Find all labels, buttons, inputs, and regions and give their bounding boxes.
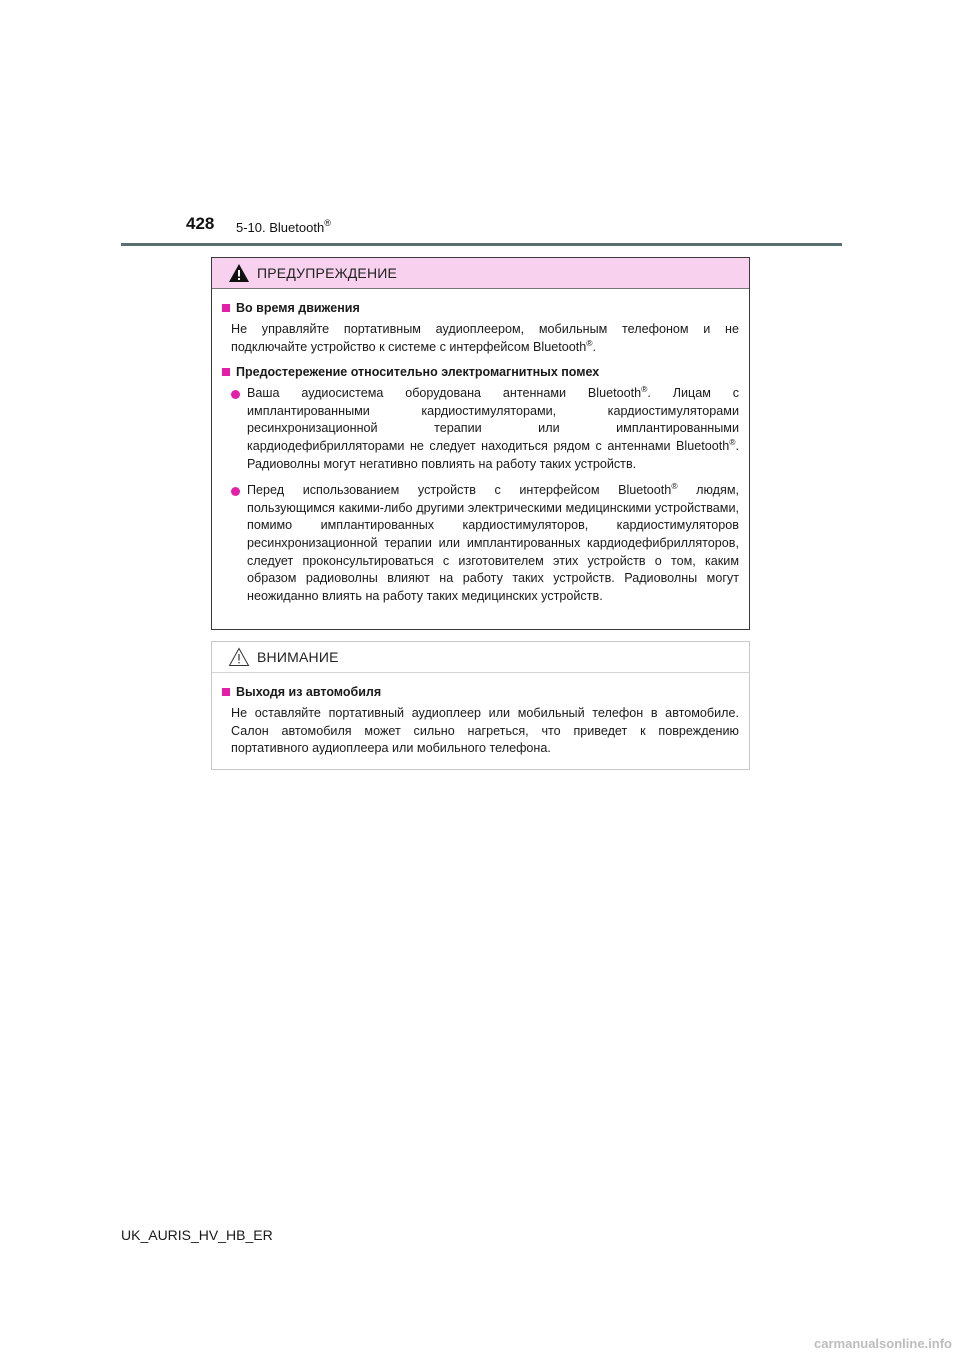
paragraph-text: Ваша аудиосистема оборудована антеннами Bluetooth <box>247 386 642 401</box>
paragraph-text: людям, пользующимся какими-либо другими электрическими медицинскими устройствами, помимо имплантированных кардиостимуляторов, кардиостимуляторов ресинхронизационной терапии или имплантированных кардиодефибрилляторов, следует проконсультироваться с изготовителем этих устройств о том, каким образом радиоволны влияют на работу таких устройств. Радиоволны могут неожиданно влиять на работу таких медицинских устройств. <box>247 483 739 603</box>
square-bullet-icon <box>222 304 230 312</box>
round-bullet-icon <box>231 390 240 399</box>
caution-header <box>212 642 749 673</box>
paragraph-text: . Лицам с имплантированными кардиостимуляторами, кардиостимуляторами ресинхронизационной терапии или имплантированными кардиодефибрилляторами не следует находиться рядом с антеннами Bluetooth <box>247 386 739 453</box>
warning-body <box>212 289 749 605</box>
paragraph-text: Перед использованием устройств с интерфейсом Bluetooth <box>247 483 672 498</box>
registered-mark: ® <box>324 218 331 228</box>
warning-box <box>211 257 750 630</box>
caution-paragraph: Не оставляйте портативный аудиоплеер или мобильный телефон в автомобиле. Салон автомобиля может сильно нагреться, что приведет к повреждению портативного аудиоплеера или мобильного телефона. <box>231 706 739 756</box>
warning-subheading-driving <box>222 301 739 315</box>
square-bullet-icon <box>222 688 230 696</box>
paragraph-text: . <box>592 339 597 354</box>
square-bullet-icon <box>222 368 230 376</box>
footer-code: UK_AURIS_HV_HB_ER <box>121 1227 273 1243</box>
caution-subheading <box>222 685 739 699</box>
subheading-text: Предостережение относительно электромагнитных помех <box>236 365 600 380</box>
warning-paragraph-driving <box>231 321 739 356</box>
page-number: 428 <box>186 214 215 233</box>
warning-title: ПРЕДУПРЕЖДЕНИЕ <box>257 265 398 281</box>
registered-mark: ® <box>729 436 736 447</box>
caution-body <box>212 673 749 758</box>
warning-header <box>212 258 749 289</box>
bullet-text <box>247 482 739 605</box>
header-rule <box>121 243 842 246</box>
registered-mark: ® <box>641 384 648 395</box>
registered-mark: ® <box>671 481 678 492</box>
warning-icon <box>228 263 250 283</box>
bullet-text <box>247 385 739 473</box>
paragraph-text: Не управляйте портативным аудиоплеером, мобильным телефоном и не подключайте устройство к системе с интерфейсом Bluetooth <box>231 322 739 354</box>
section-title-text: 5-10. Bluetooth <box>236 220 325 235</box>
caution-icon <box>228 647 250 667</box>
warning-bullet-1 <box>231 385 739 473</box>
round-bullet-icon <box>231 487 240 496</box>
paragraph-text: . Радиоволны могут негативно повлиять на работу таких устройств. <box>247 438 739 471</box>
registered-mark: ® <box>586 337 593 348</box>
subheading-text: Выходя из автомобиля <box>236 685 382 699</box>
warning-subheading-interference <box>222 365 739 379</box>
section-title <box>236 218 331 235</box>
subheading-text: Во время движения <box>236 301 360 315</box>
warning-bullet-2 <box>231 482 739 605</box>
caution-title: ВНИМАНИЕ <box>257 649 339 665</box>
watermark: carmanualsonline.info <box>814 1336 952 1351</box>
caution-box <box>211 641 750 770</box>
